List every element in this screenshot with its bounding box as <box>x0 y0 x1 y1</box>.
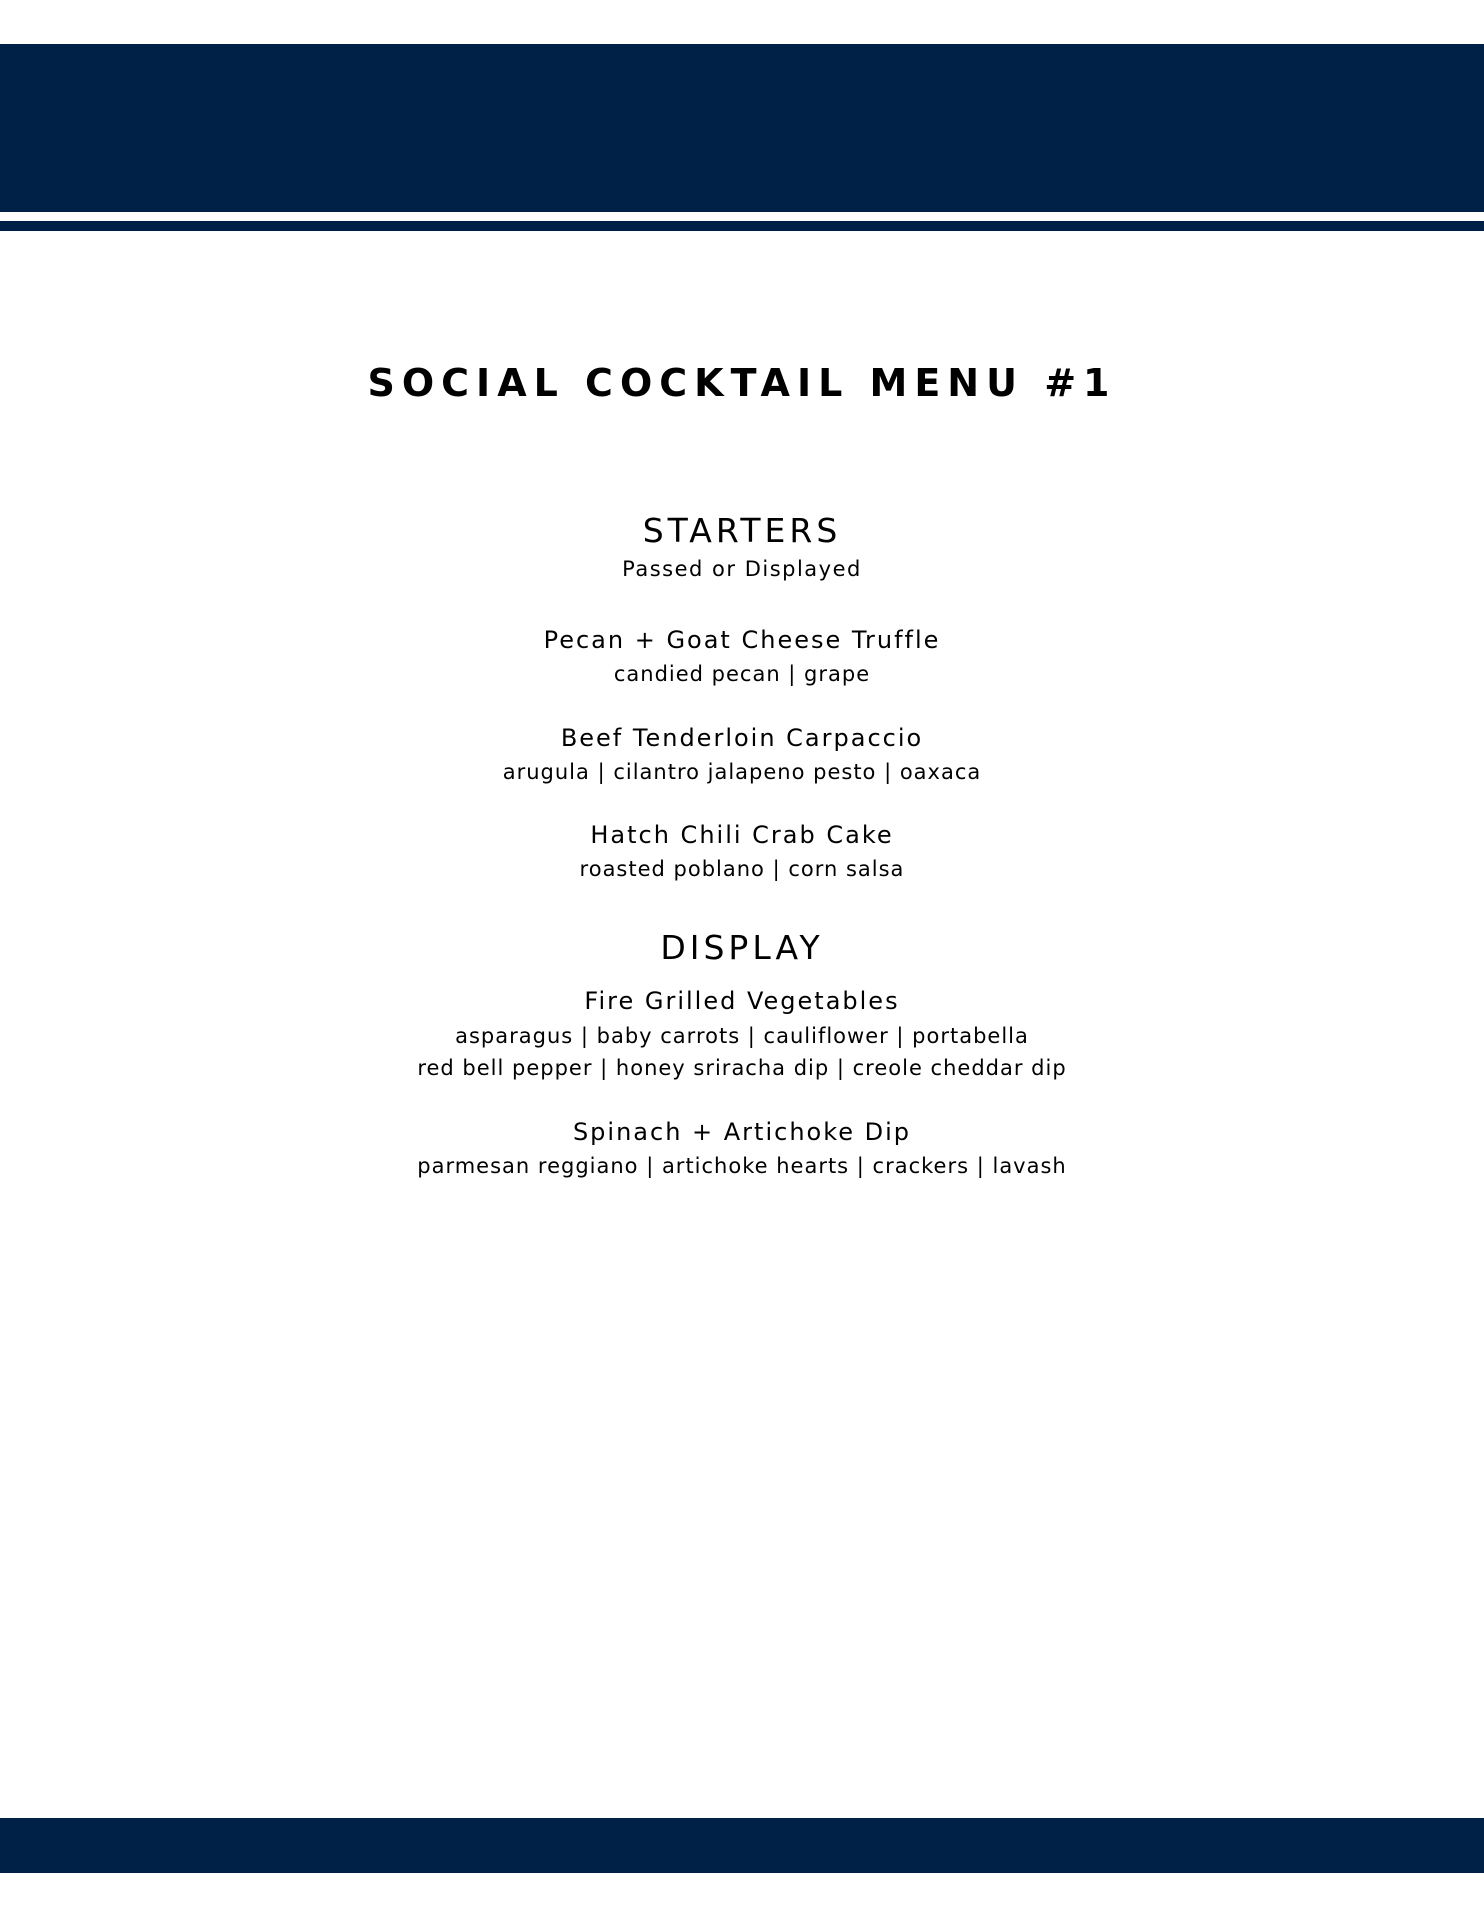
menu-item-description: arugula | cilantro jalapeno pesto | oaxaca <box>502 760 982 784</box>
menu-item-description: roasted poblano | corn salsa <box>579 857 905 881</box>
menu-item-description: asparagus | baby carrots | cauliflower | portabella <box>455 1024 1029 1048</box>
menu-item-name: Fire Grilled Vegetables <box>584 987 900 1015</box>
section-note-starters: Passed or Displayed <box>622 557 862 581</box>
footer-band <box>0 1818 1484 1873</box>
menu-item-name: Hatch Chili Crab Cake <box>590 821 894 849</box>
menu-item-description: candied pecan | grape <box>613 662 871 686</box>
section-heading-starters: STARTERS <box>642 511 842 550</box>
page-title: SOCIAL COCKTAIL MENU #1 <box>367 361 1117 405</box>
menu-item-name: Spinach + Artichoke Dip <box>572 1118 912 1146</box>
section-heading-display: DISPLAY <box>660 928 824 967</box>
header-stripe <box>0 221 1484 231</box>
menu-item-description: red bell pepper | honey sriracha dip | creole cheddar dip <box>417 1056 1067 1080</box>
menu-item-description: parmesan reggiano | artichoke hearts | crackers | lavash <box>417 1154 1067 1178</box>
menu-item-name: Beef Tenderloin Carpaccio <box>560 724 924 752</box>
header-band <box>0 44 1484 212</box>
menu-item-name: Pecan + Goat Cheese Truffle <box>543 626 941 654</box>
